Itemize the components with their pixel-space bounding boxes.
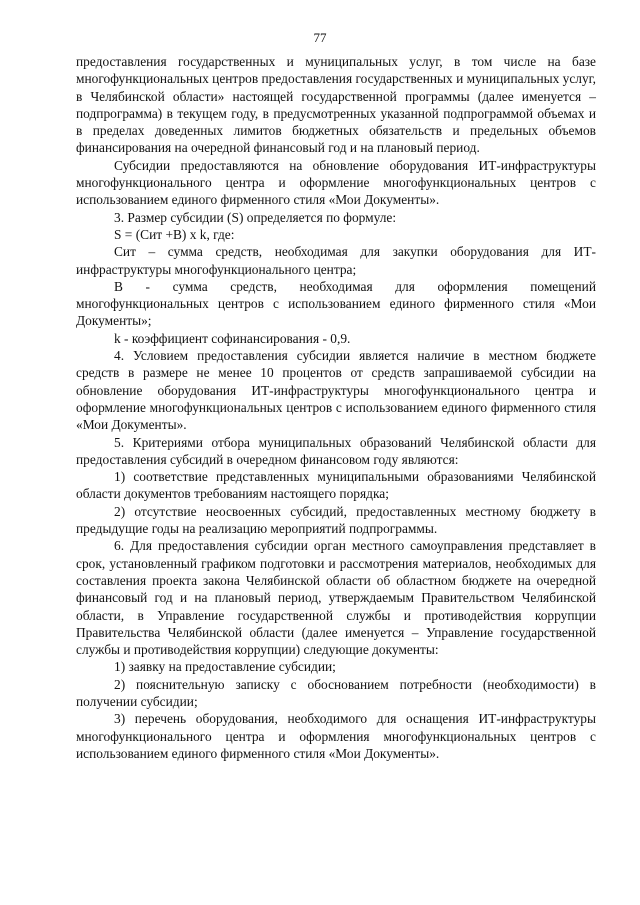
paragraph: предоставления государственных и муниципальных услуг, в том числе на базе многофункциональных центров предоставления государственных и муниципальных услуг, в Челябинской области» настоящей государственной программы (далее именуется – подпрограмма) в текущем году, в предусмотренных указанной подпрограммой объемах и в пределах доведенных лимитов бюджетных обязательств и предельных объемов финансирования на очередной финансовый год и на плановый период.	[76, 54, 597, 156]
paragraph: Сит – сумма средств, необходимая для закупки оборудования для ИТ-инфраструктуры многофункционального центра;	[76, 244, 596, 277]
list-item: 3) перечень оборудования, необходимого для оснащения ИТ-инфраструктуры многофункционального центра и оформления многофункциональных центров с использованием единого фирменного стиля «Мои Документы».	[76, 711, 596, 761]
paragraph: 3. Размер субсидии (S) определяется по формуле:	[114, 209, 397, 225]
page-number: 77	[313, 30, 327, 45]
paragraph: 6. Для предоставления субсидии орган местного самоуправления представляет в срок, установленный графиком подготовки и рассмотрения материалов, необходимых для составления проекта закона Челябинской области об областном бюджете на очередной финансовый год и на плановый период, утверждаемым Правительством Челябинской области, в Управление государственной службы и противодействия коррупции Правительства Челябинской области (далее именуется – Управление государственной службы и противодействия коррупции) следующие документы:	[76, 538, 596, 658]
paragraph: В - сумма средств, необходимая для оформления помещений многофункциональных центров с использованием единого фирменного стиля «Мои Документы»;	[76, 278, 596, 329]
list-item: 2) отсутствие неосвоенных субсидий, предоставленных местному бюджету в предыдущие годы на реализацию мероприятий подпрограммы.	[76, 503, 596, 537]
list-item: 1) заявку на предоставление субсидии;	[114, 659, 336, 675]
paragraph: 5. Критериями отбора муниципальных образований Челябинской области для предоставления субсидий в очередном финансовом году являются:	[76, 434, 596, 467]
list-item: 2) пояснительную записку с обоснованием потребности (необходимости) в получении субсидии;	[76, 676, 596, 709]
document-body	[76, 53, 596, 762]
formula: S = (Сит +В) x k, где:	[114, 226, 235, 242]
paragraph: k - коэффициент софинансирования - 0,9.	[114, 330, 351, 346]
list-item: 1) соответствие представленных муниципальными образованиями Челябинской области документов требованиям настоящего порядка;	[76, 469, 596, 502]
paragraph: Субсидии предоставляются на обновление оборудования ИТ-инфраструктуры многофункционального центра и оформление многофункциональных центров с использованием единого фирменного стиля «Мои Документы».	[76, 157, 596, 208]
paragraph: 4. Условием предоставления субсидии является наличие в местном бюджете средств в размере не менее 10 процентов от средств запрашиваемой субсидии на обновление оборудования ИТ-инфраструктуры многофункционального центра и оформление многофункциональных центров с использованием единого фирменного стиля «Мои Документы».	[76, 348, 596, 433]
